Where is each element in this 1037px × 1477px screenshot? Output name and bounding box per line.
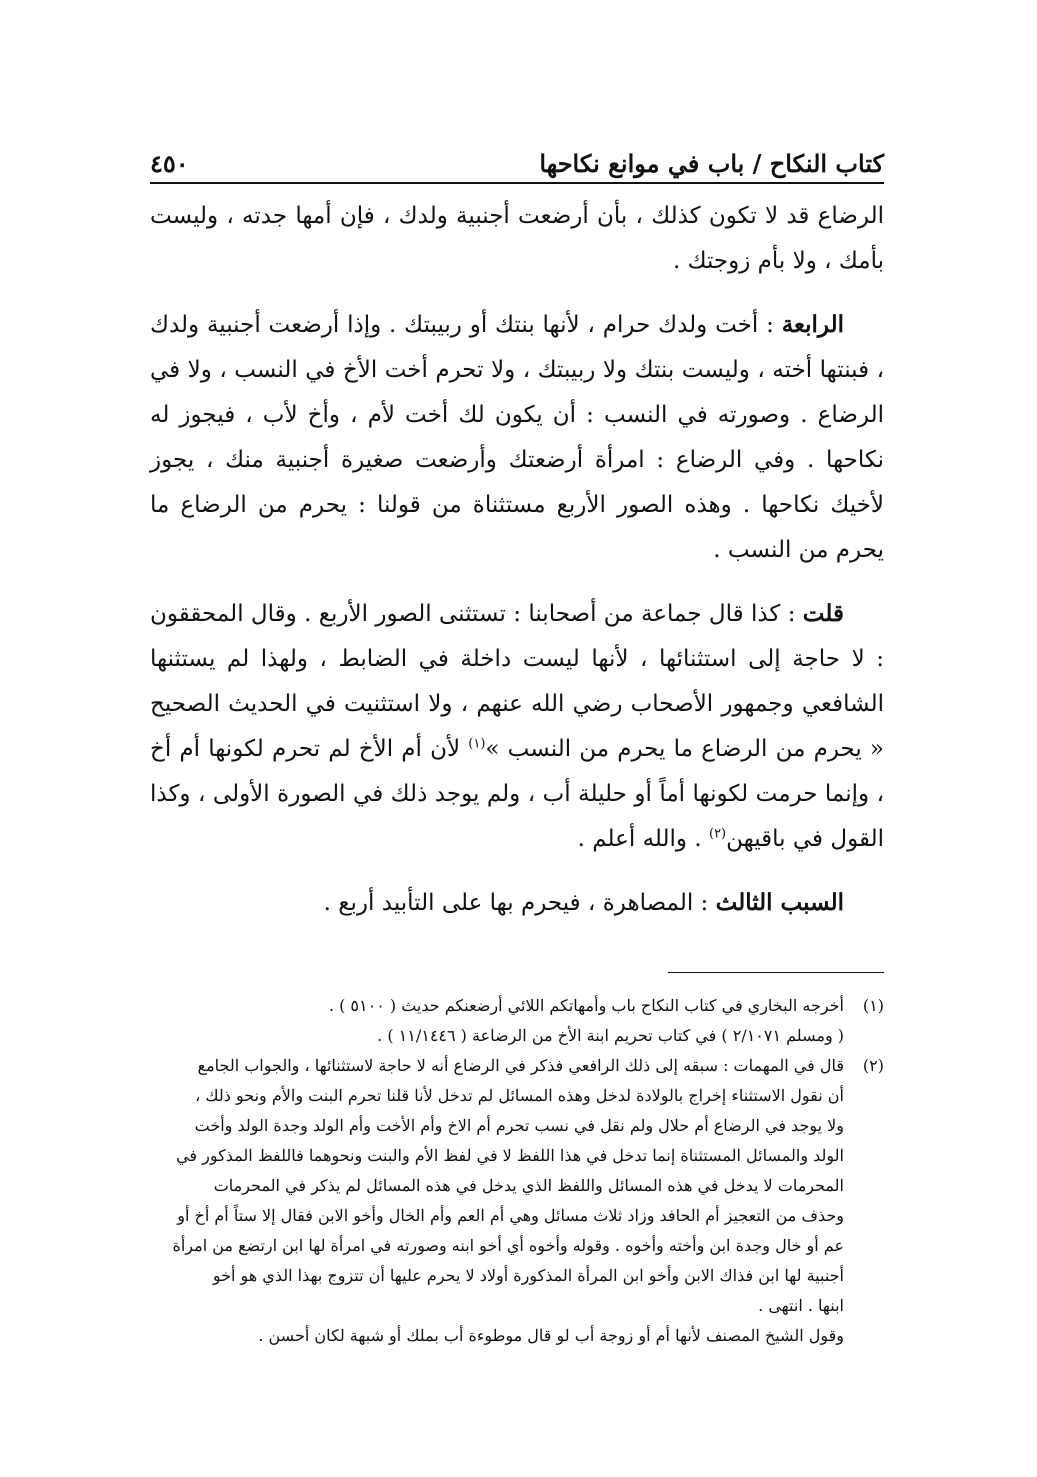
footnote-separator (668, 972, 884, 973)
running-title: كتاب النكاح / باب في موانع نكاحها (539, 149, 884, 178)
footnote-1 (150, 991, 884, 1051)
section-heading (150, 880, 884, 926)
paragraph-qultu-text-a: : كذا قال جماعة من أصحابنا : تستثنى الصور الأربع . وقال المحققون : لا حاجة إلى استثنائها ، لأنها ليست داخلة في الضابط ، ولهذا لم يستثنها الشافعي وجمهور الأصحاب رضي الله عنهم ، ولا استثنيت في الحديث الصحيح « يحرم من الرضاع ما يحرم من النسب » (150, 601, 885, 762)
footnote-line: أخرجه البخاري في كتاب النكاح باب وأمهاتكم اللائي أرضعنكم حديث ( ٥١٠٠ ) . (328, 996, 844, 1015)
paragraph-1-text: الرضاع قد لا تكون كذلك ، بأن أرضعت أجنبية ولدك ، فإن أمها جدته ، وليست بأمك ، ولا بأم زوجتك . (150, 203, 884, 274)
footnote-1-body (150, 991, 844, 1051)
running-header (150, 130, 884, 184)
footnote-line: وحذف من التعجيز أم الحافد وزاد ثلاث مسائل وهي أم العم وأم الخال وأخو الابن فقال إلا ستاً أم أخ أو (177, 1206, 844, 1225)
main-text (150, 194, 884, 926)
footnote-2-number: (٢) (862, 1056, 884, 1075)
page-number: ٤٥٠ (150, 149, 189, 178)
footnote-line: عم أو خال وجدة ابن وأخته وأخوه . وقوله وأخوه أي أخو ابنه وصورته في امرأة لها ابن ارتضع من امرأة (172, 1236, 844, 1255)
footnote-line: الولد والمسائل المستثناة إنما تدخل في هذا اللفظ لا في لفظ الأم والبنت ونحوهما فاللفظ المذكور في (176, 1146, 844, 1165)
section-heading-text: : المصاهرة ، فيحرم بها على التأبيد أربع . (323, 890, 709, 916)
book-page (150, 130, 884, 1351)
paragraph-qultu-text-c: . والله أعلم . (577, 826, 702, 852)
footnote-2 (150, 1051, 884, 1351)
paragraph-qultu (150, 591, 884, 862)
footnote-1-number: (١) (862, 996, 884, 1015)
footnote-line: ولا يوجد في الرضاع أم حلال ولم نقل في نسب تحرم أم الاخ وأم الأخت وأم الولد وجدة الولد وأخت (194, 1116, 844, 1135)
footnote-2-body (150, 1051, 844, 1351)
paragraph-qultu-text-b: لأن أم الأخ لم تحرم لكونها أم أخ ، وإنما حرمت لكونها أماً أو حليلة أب ، ولم يوجد ذلك في الصورة الأولى ، وكذا القول في باقيهن (150, 736, 884, 852)
paragraph-fourth-lead: الرابعة (781, 311, 844, 338)
footnote-line: أجنبية لها ابن فذاك الابن وأخو ابن المرأة المذكورة أولاد لا يحرم عليها أن تتزوج بهذا الذي هو أخو (212, 1266, 844, 1285)
paragraph-fourth (150, 302, 884, 573)
paragraph-qultu-lead: قلت (802, 600, 844, 627)
footnote-ref-2: (٢) (708, 826, 727, 842)
footnote-line: أن نقول الاستثناء إخراج بالولادة لدخل وهذه المسائل لم تدخل لأنا قلنا تحرم البنت والأم ونحو ذلك ، (195, 1086, 844, 1105)
paragraph-1 (150, 194, 884, 284)
footnote-line: المحرمات لا يدخل في هذه المسائل واللفظ الذي يدخل في هذه المسائل لم يذكر في المحرمات (213, 1176, 844, 1195)
footnote-line: وقول الشيخ المصنف لأنها أم أو زوجة أب لو قال موطوءة أب بملك أو شبهة لكان أحسن . (258, 1326, 844, 1345)
footnote-line: ابنها . انتهى . (758, 1296, 844, 1315)
section-heading-lead: السبب الثالث (715, 889, 844, 916)
footnote-ref-1: (١) (468, 736, 486, 752)
paragraph-fourth-text: : أخت ولدك حرام ، لأنها بنتك أو ربيبتك . وإذا أرضعت أجنبية ولدك ، فبنتها أخته ، وليست بنتك ولا ربيبتك ، ولا تحرم أخت الأخ في النسب ، ولا في الرضاع . وصورته في النسب : أن يكون لك أخت لأم ، وأخ لأب ، فيجوز له نكاحها . وفي الرضاع : امرأة أرضعتك وأرضعت صغيرة أجنبية منك ، يجوز لأخيك نكاحها . وهذه الصور الأربع مستثناة من قولنا : يحرم من الرضاع ما يحرم من النسب . (150, 312, 884, 563)
footnotes (150, 991, 884, 1351)
footnote-line: قال في المهمات : سبقه إلى ذلك الرافعي فذكر في الرضاع أنه لا حاجة لاستثنائها ، والجواب الجامع (197, 1056, 844, 1075)
footnote-line: ( ومسلم ٢/١٠٧١ ) في كتاب تحريم ابنة الأخ من الرضاعة ( ١١/١٤٤٦ ) . (377, 1026, 844, 1045)
